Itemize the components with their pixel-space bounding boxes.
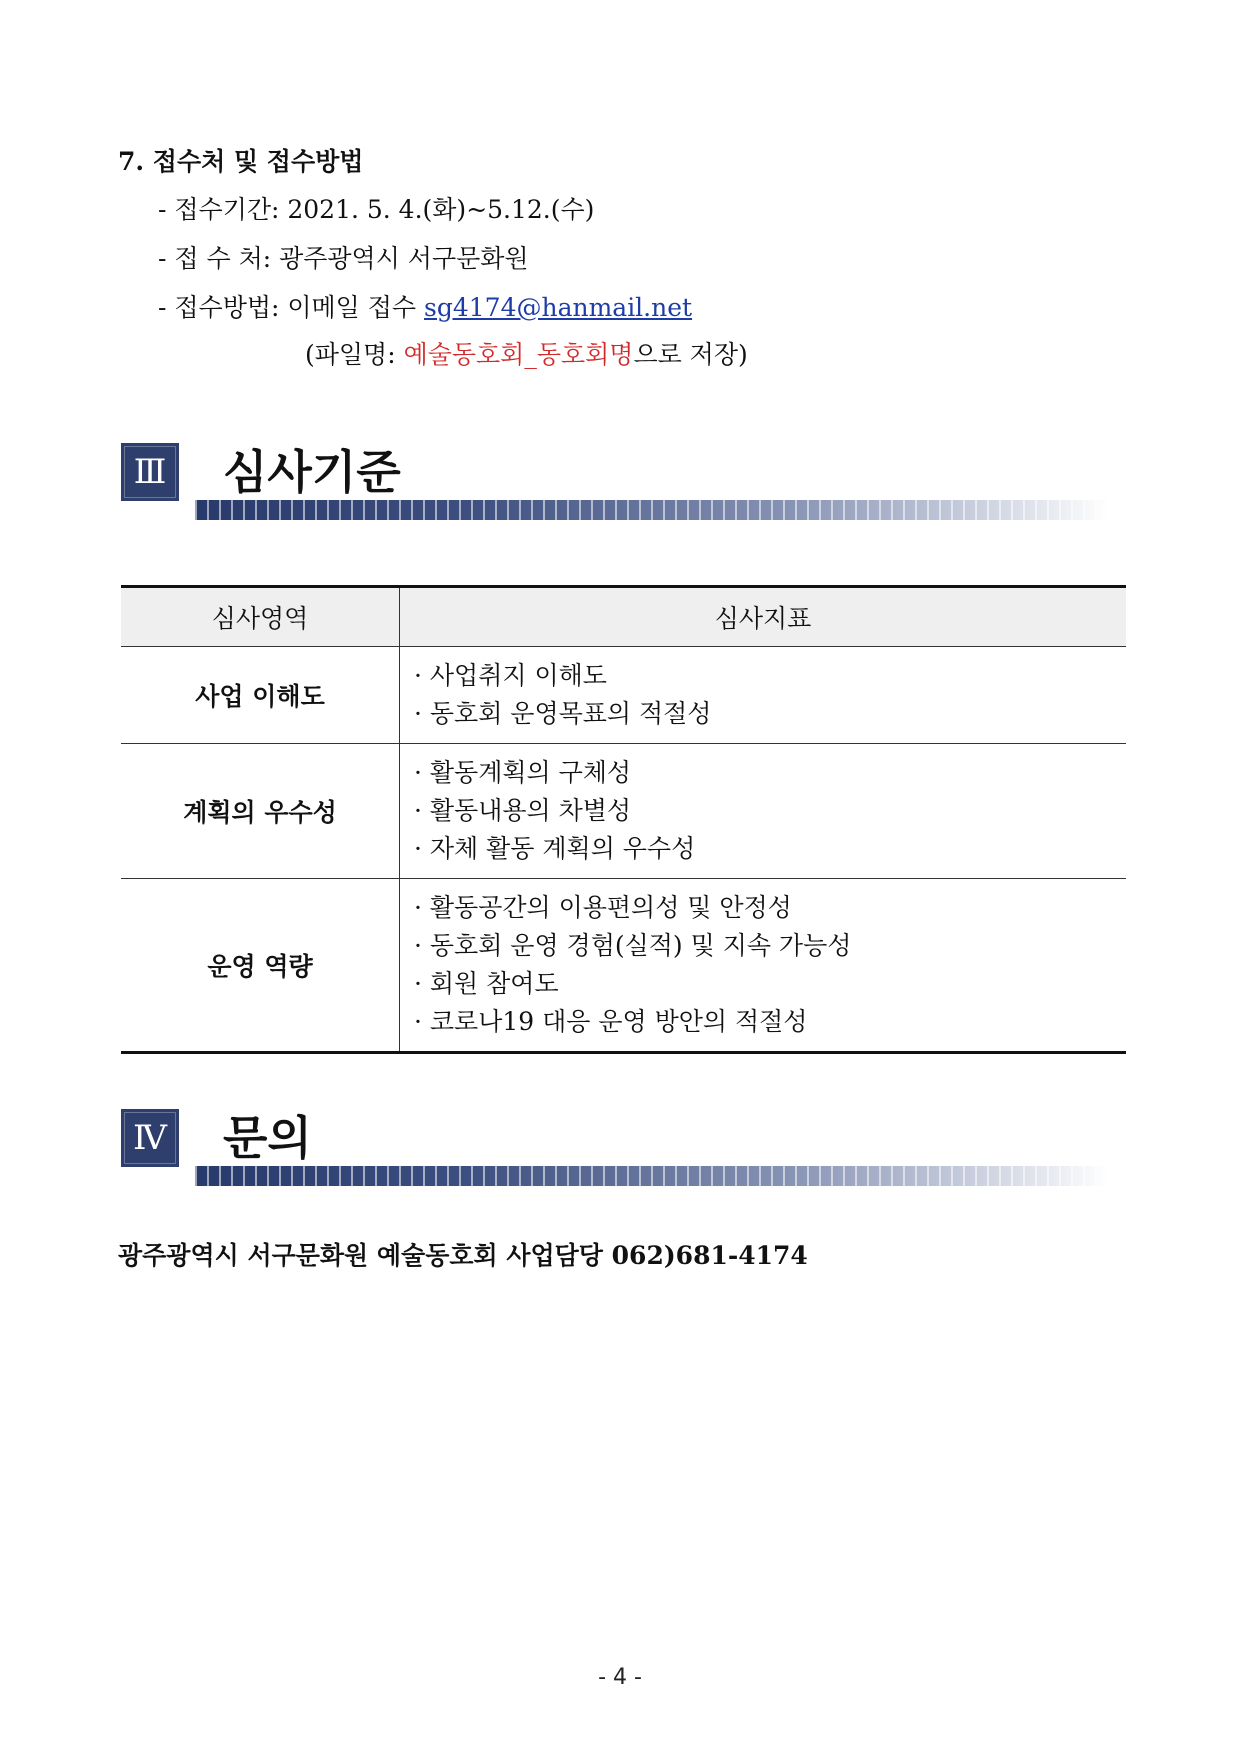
indicator-item: · 회원 참여도 bbox=[414, 969, 559, 998]
header-area: 심사영역 bbox=[121, 587, 400, 647]
section-4-title: 문의 bbox=[223, 1111, 312, 1165]
indicator-item: · 동호회 운영목표의 적절성 bbox=[414, 699, 712, 728]
section-4-number: Ⅳ bbox=[121, 1109, 179, 1167]
indicator-item: · 코로나19 대응 운영 방안의 적절성 bbox=[414, 1007, 808, 1036]
section-3-divider-bar bbox=[195, 500, 1109, 520]
indicators-cell bbox=[400, 744, 1127, 879]
email-link[interactable]: sg4174@hanmail.net bbox=[424, 293, 693, 322]
filename-prefix: (파일명: bbox=[305, 340, 404, 369]
contact-info: 광주광역시 서구문화원 예술동호회 사업담당 062)681-4174 bbox=[118, 1241, 808, 1270]
indicator-item: · 동호회 운영 경험(실적) 및 지속 가능성 bbox=[414, 931, 852, 960]
reception-method bbox=[158, 291, 692, 325]
indicators-cell bbox=[400, 879, 1127, 1053]
filename-format: 예술동호회_동호회명 bbox=[403, 340, 634, 369]
table-header-row bbox=[121, 587, 1126, 647]
area-cell: 운영 역량 bbox=[121, 879, 400, 1053]
indicator-item: · 자체 활동 계획의 우수성 bbox=[414, 834, 696, 863]
area-cell: 사업 이해도 bbox=[121, 647, 400, 744]
filename-suffix: 으로 저장) bbox=[633, 340, 748, 369]
indicator-item: · 활동내용의 차별성 bbox=[414, 796, 632, 825]
filename-note bbox=[305, 338, 748, 372]
reception-place: - 접 수 처: 광주광역시 서구문화원 bbox=[158, 244, 529, 273]
section-3-number: Ⅲ bbox=[121, 443, 179, 501]
indicator-item: · 사업취지 이해도 bbox=[414, 661, 607, 690]
table-row bbox=[121, 879, 1126, 1053]
section-7-heading: 7. 접수처 및 접수방법 bbox=[118, 147, 364, 176]
reception-period: - 접수기간: 2021. 5. 4.(화)~5.12.(수) bbox=[158, 195, 595, 224]
section-4-divider-bar bbox=[195, 1166, 1109, 1186]
reception-method-label: - 접수방법: 이메일 접수 bbox=[158, 293, 425, 322]
indicators-cell bbox=[400, 647, 1127, 744]
header-indicators: 심사지표 bbox=[400, 587, 1127, 647]
page-number: - 4 - bbox=[598, 1665, 642, 1690]
area-cell: 계획의 우수성 bbox=[121, 744, 400, 879]
table-row bbox=[121, 647, 1126, 744]
criteria-table bbox=[121, 585, 1126, 1054]
indicator-item: · 활동계획의 구체성 bbox=[414, 758, 632, 787]
indicator-item: · 활동공간의 이용편의성 및 안정성 bbox=[414, 893, 792, 922]
table-row bbox=[121, 744, 1126, 879]
section-3-title: 심사기준 bbox=[223, 445, 401, 499]
